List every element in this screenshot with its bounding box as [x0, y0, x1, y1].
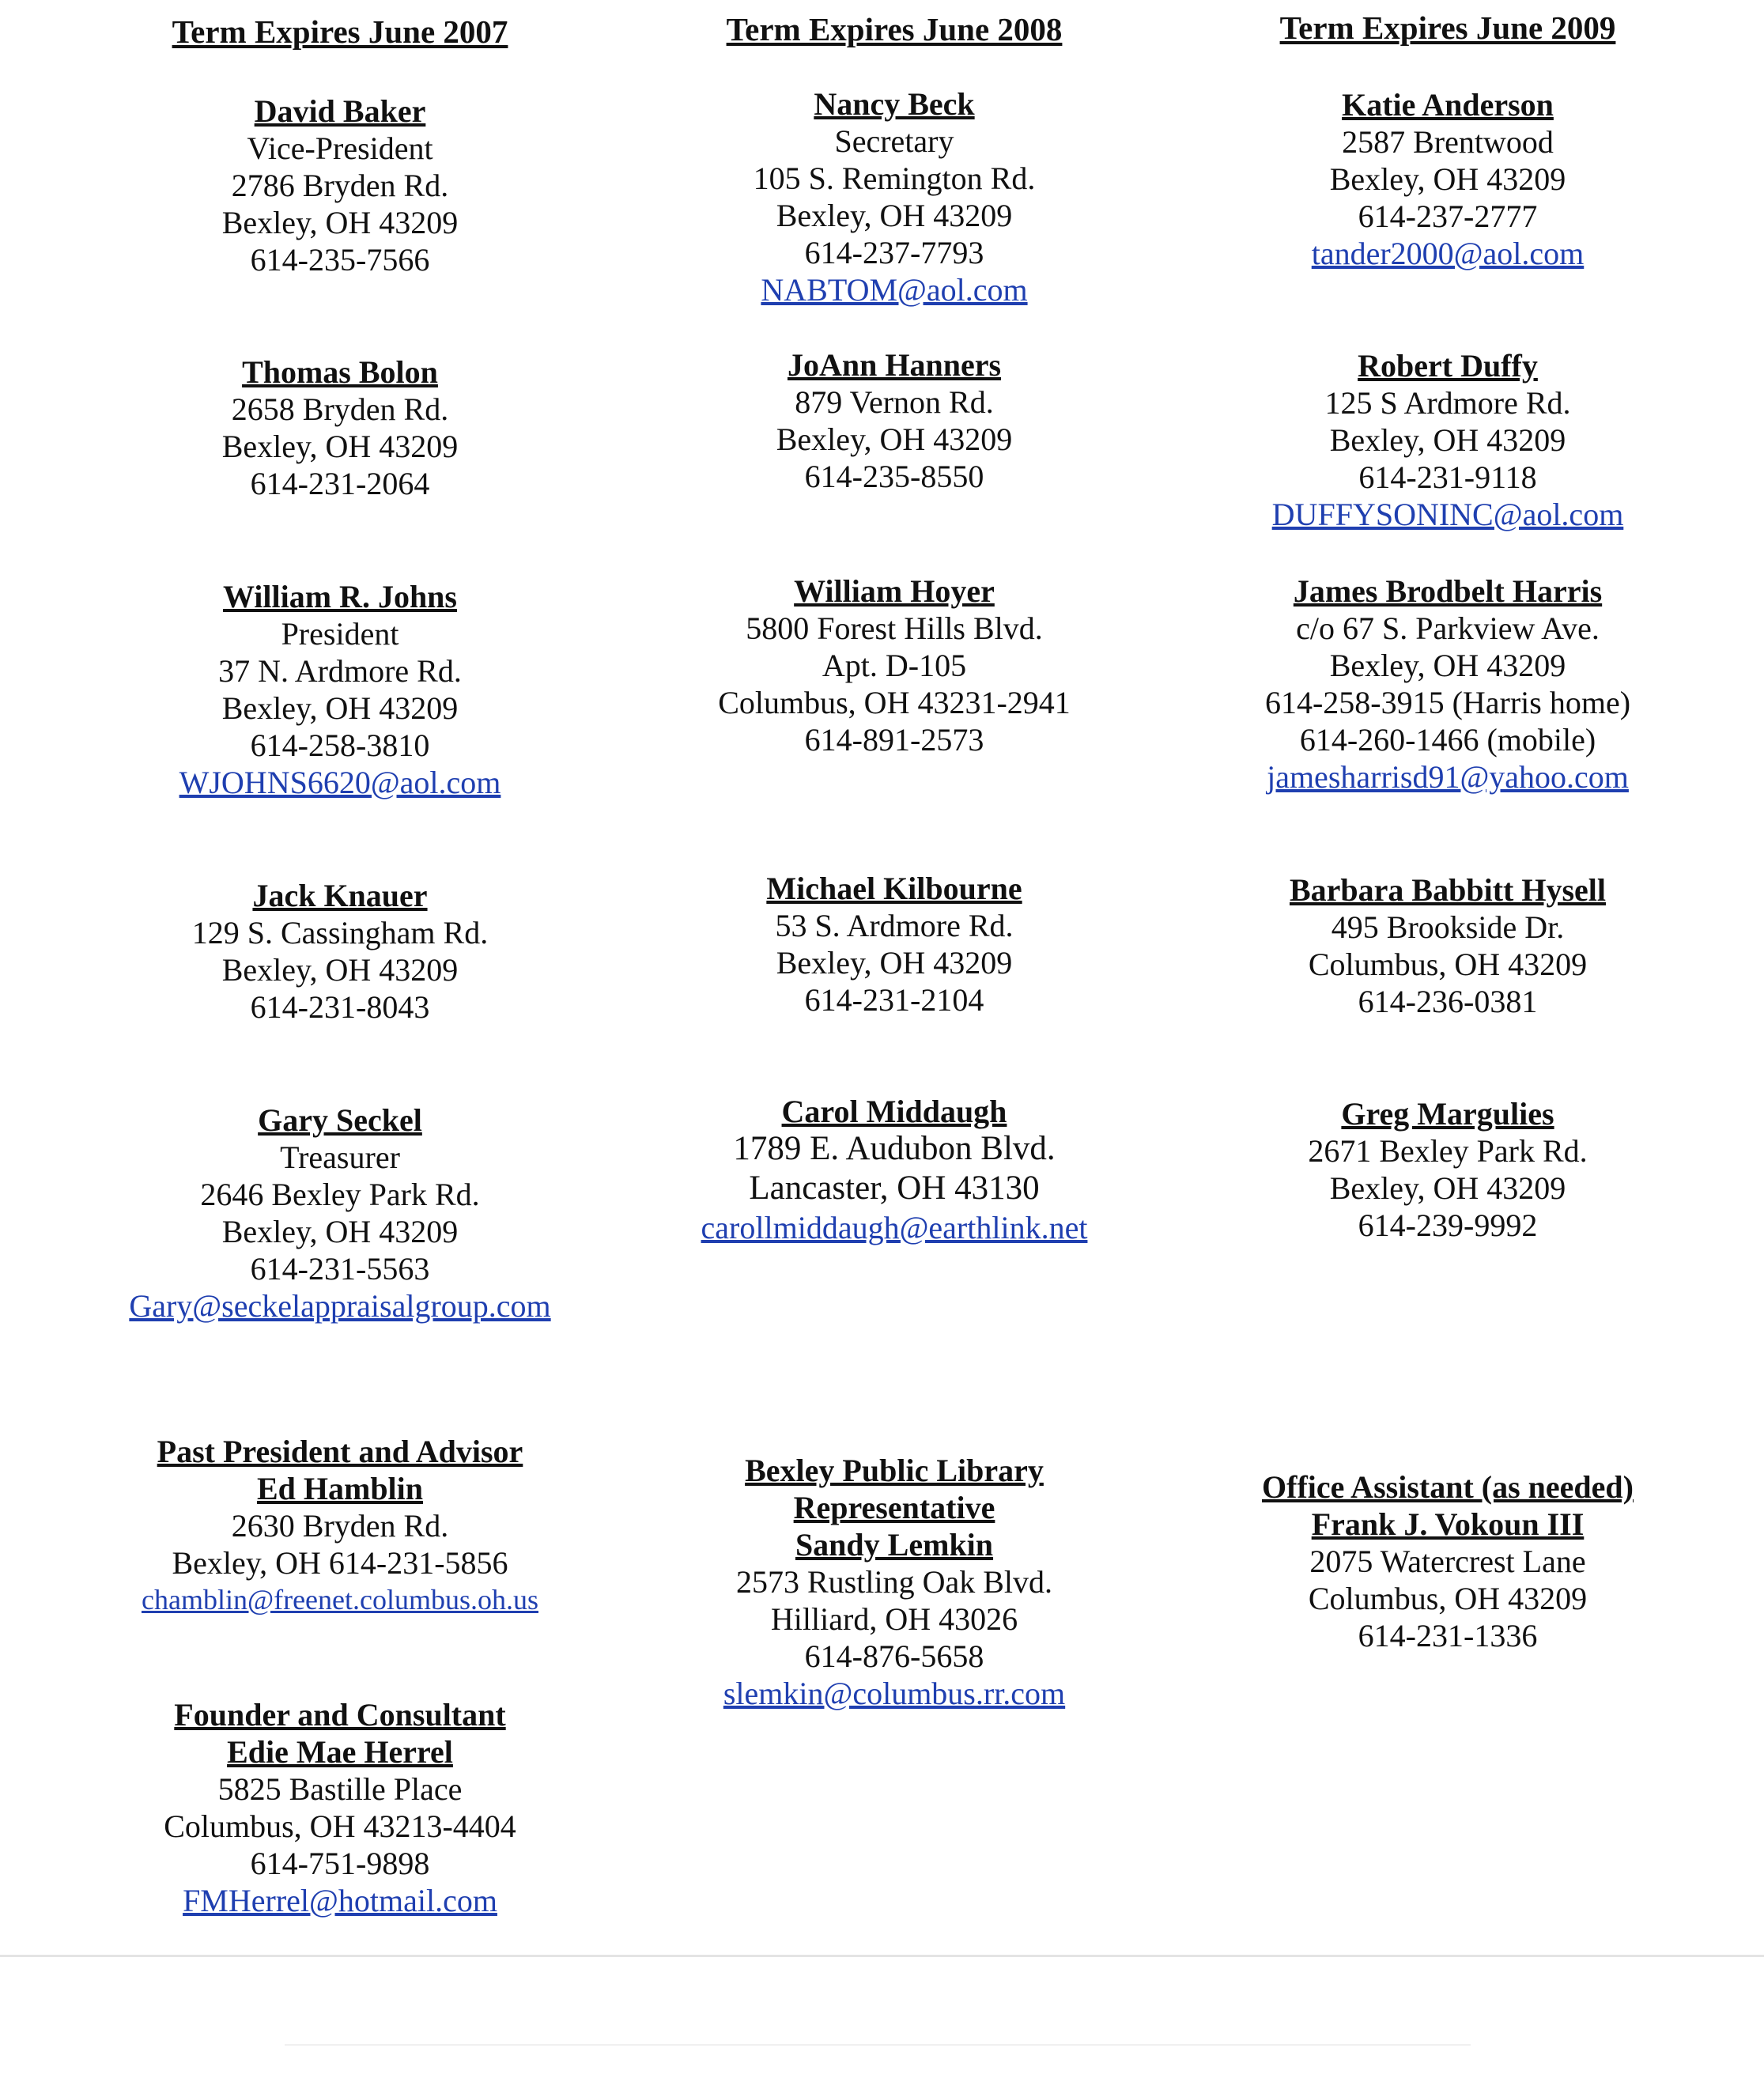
- role-title: Office Assistant (as needed): [1262, 1469, 1634, 1505]
- member-email-link[interactable]: Gary@seckelappraisalgroup.com: [129, 1288, 551, 1324]
- member-phone: 614-231-2064: [250, 466, 430, 501]
- member-address: 2658 Bryden Rd.: [231, 391, 449, 427]
- member-phone: 614-235-7566: [250, 242, 430, 278]
- member-name: Frank J. Vokoun III: [1311, 1506, 1585, 1542]
- member-city: Bexley, OH 43209: [221, 205, 459, 240]
- entry-frank-vokoun: [1147, 1468, 1748, 1654]
- entry-michael-kilbourne: [618, 870, 1171, 1018]
- scan-edge-line: [0, 1955, 1764, 1957]
- entry-david-baker: [63, 93, 617, 278]
- member-phone: 614-231-8043: [250, 989, 430, 1025]
- member-phone: 614-751-9898: [250, 1846, 430, 1881]
- member-address: 2786 Bryden Rd.: [231, 168, 449, 203]
- entry-jack-knauer: [63, 877, 617, 1026]
- member-name: William R. Johns: [223, 579, 457, 614]
- member-city: Lancaster, OH 43130: [749, 1170, 1040, 1207]
- member-city-phone: Bexley, OH 614-231-5856: [172, 1545, 508, 1581]
- member-name: Michael Kilbourne: [766, 871, 1022, 906]
- member-address: 2075 Watercrest Lane: [1309, 1544, 1586, 1579]
- member-email-link[interactable]: carollmiddaugh@earthlink.net: [701, 1210, 1088, 1245]
- entry-william-hoyer: [618, 573, 1171, 758]
- member-name: Greg Margulies: [1341, 1096, 1554, 1132]
- member-city: Bexley, OH 43209: [776, 421, 1013, 457]
- member-city: Bexley, OH 43209: [1329, 648, 1566, 683]
- member-address: 125 S Ardmore Rd.: [1324, 385, 1571, 421]
- member-address: 2630 Bryden Rd.: [231, 1508, 449, 1544]
- entry-barbara-babbitt-hysell: [1171, 871, 1724, 1020]
- member-name: Ed Hamblin: [256, 1471, 424, 1506]
- member-email-link[interactable]: FMHerrel@hotmail.com: [183, 1883, 497, 1918]
- entry-carol-middaugh: [618, 1094, 1171, 1248]
- member-name: Jack Knauer: [252, 878, 428, 913]
- entry-edie-mae-herrel: [63, 1696, 617, 1919]
- member-title: President: [281, 616, 399, 652]
- role-title-2: Representative: [793, 1490, 995, 1525]
- member-city: Columbus, OH 43209: [1308, 947, 1588, 982]
- entry-ed-hamblin: [40, 1433, 640, 1619]
- entry-katie-anderson: [1171, 86, 1724, 272]
- member-address: 2587 Brentwood: [1342, 124, 1554, 160]
- entry-thomas-bolon: [63, 353, 617, 502]
- member-name: Thomas Bolon: [242, 354, 438, 390]
- header-2008: Term Expires June 2008: [726, 11, 1063, 47]
- member-address: 495 Brookside Dr.: [1331, 909, 1565, 945]
- member-address-2: Apt. D-105: [822, 648, 967, 683]
- member-city: Bexley, OH 43209: [221, 429, 459, 464]
- member-address: 129 S. Cassingham Rd.: [191, 915, 489, 950]
- entry-greg-margulies: [1171, 1095, 1724, 1244]
- member-address: 879 Vernon Rd.: [795, 384, 994, 420]
- member-email-link[interactable]: chamblin@freenet.columbus.oh.us: [141, 1584, 539, 1616]
- member-address: 105 S. Remington Rd.: [753, 161, 1036, 196]
- member-title: Treasurer: [280, 1139, 400, 1175]
- member-city: Bexley, OH 43209: [1329, 161, 1566, 197]
- member-name: Gary Seckel: [258, 1102, 422, 1138]
- member-email-link[interactable]: WJOHNS6620@aol.com: [179, 765, 501, 800]
- member-email-link[interactable]: tander2000@aol.com: [1311, 236, 1585, 271]
- member-title: Vice-President: [247, 130, 433, 166]
- member-name: JoAnn Hanners: [787, 347, 1002, 383]
- member-email-link[interactable]: NABTOM@aol.com: [761, 272, 1028, 308]
- entry-gary-seckel: [40, 1102, 640, 1325]
- member-phone: 614-239-9992: [1358, 1207, 1538, 1243]
- member-phone: 614-258-3810: [250, 727, 430, 763]
- entry-sandy-lemkin: [618, 1452, 1171, 1712]
- member-city: Columbus, OH 43209: [1308, 1581, 1588, 1616]
- member-phone: 614-891-2573: [804, 722, 984, 758]
- member-address: 2671 Bexley Park Rd.: [1308, 1133, 1588, 1169]
- member-city: Bexley, OH 43209: [1329, 422, 1566, 458]
- member-phone: 614-237-2777: [1358, 198, 1538, 234]
- entry-robert-duffy: [1171, 347, 1724, 533]
- member-name: Sandy Lemkin: [795, 1527, 994, 1563]
- member-name: Nancy Beck: [814, 86, 975, 122]
- member-city: Bexley, OH 43209: [776, 945, 1013, 981]
- member-address: 5800 Forest Hills Blvd.: [746, 610, 1043, 646]
- entry-james-brodbelt-harris: [1147, 573, 1748, 795]
- member-phone-2: 614-260-1466 (mobile): [1299, 722, 1596, 758]
- role-title: Founder and Consultant: [174, 1697, 506, 1733]
- member-address: c/o 67 S. Parkview Ave.: [1296, 610, 1600, 646]
- member-city: Bexley, OH 43209: [776, 198, 1013, 233]
- member-phone: 614-231-5563: [250, 1251, 430, 1287]
- member-name: James Brodbelt Harris: [1293, 573, 1603, 609]
- entry-joann-hanners: [618, 346, 1171, 495]
- member-email-link[interactable]: slemkin@columbus.rr.com: [723, 1676, 1066, 1711]
- member-city: Columbus, OH 43231-2941: [718, 685, 1071, 720]
- role-title: Past President and Advisor: [157, 1434, 523, 1469]
- member-name: Barbara Babbitt Hysell: [1289, 872, 1607, 908]
- member-city: Hilliard, OH 43026: [770, 1601, 1018, 1637]
- member-phone: 614-231-1336: [1358, 1618, 1538, 1653]
- role-title: Bexley Public Library: [745, 1453, 1044, 1488]
- header-2007: Term Expires June 2007: [172, 13, 508, 50]
- scan-edge-line-faint: [285, 2044, 1471, 2046]
- member-city: Bexley, OH 43209: [221, 690, 459, 726]
- member-address: 5825 Bastille Place: [217, 1771, 463, 1807]
- member-title: Secretary: [834, 123, 954, 159]
- member-city: Bexley, OH 43209: [221, 1214, 459, 1249]
- member-phone: 614-231-2104: [804, 982, 984, 1018]
- member-phone: 614-237-7793: [804, 235, 984, 270]
- member-name: William Hoyer: [794, 573, 995, 609]
- member-name: Katie Anderson: [1342, 87, 1554, 123]
- member-city: Columbus, OH 43213-4404: [164, 1808, 516, 1844]
- member-address: 53 S. Ardmore Rd.: [775, 908, 1014, 943]
- member-address: 37 N. Ardmore Rd.: [218, 653, 462, 689]
- entry-nancy-beck: [618, 85, 1171, 308]
- member-address: 2573 Rustling Oak Blvd.: [735, 1564, 1053, 1600]
- header-2009: Term Expires June 2009: [1279, 9, 1616, 46]
- member-name: David Baker: [254, 93, 426, 129]
- member-name: Edie Mae Herrel: [227, 1734, 453, 1770]
- member-email-link[interactable]: jamesharrisd91@yahoo.com: [1267, 759, 1629, 795]
- member-address: 1789 E. Audubon Blvd.: [733, 1130, 1056, 1167]
- member-city: Bexley, OH 43209: [1329, 1170, 1566, 1206]
- member-address: 2646 Bexley Park Rd.: [200, 1177, 480, 1212]
- entry-william-johns: [63, 578, 617, 801]
- member-phone: 614-235-8550: [804, 459, 984, 494]
- member-phone: 614-231-9118: [1358, 459, 1537, 495]
- member-name: Robert Duffy: [1358, 348, 1538, 384]
- member-email-link[interactable]: DUFFYSONINC@aol.com: [1271, 497, 1624, 532]
- member-phone: 614-236-0381: [1358, 984, 1538, 1019]
- member-city: Bexley, OH 43209: [221, 952, 459, 988]
- member-phone: 614-876-5658: [804, 1638, 984, 1674]
- member-name: Carol Middaugh: [781, 1094, 1007, 1129]
- member-phone: 614-258-3915 (Harris home): [1264, 685, 1631, 720]
